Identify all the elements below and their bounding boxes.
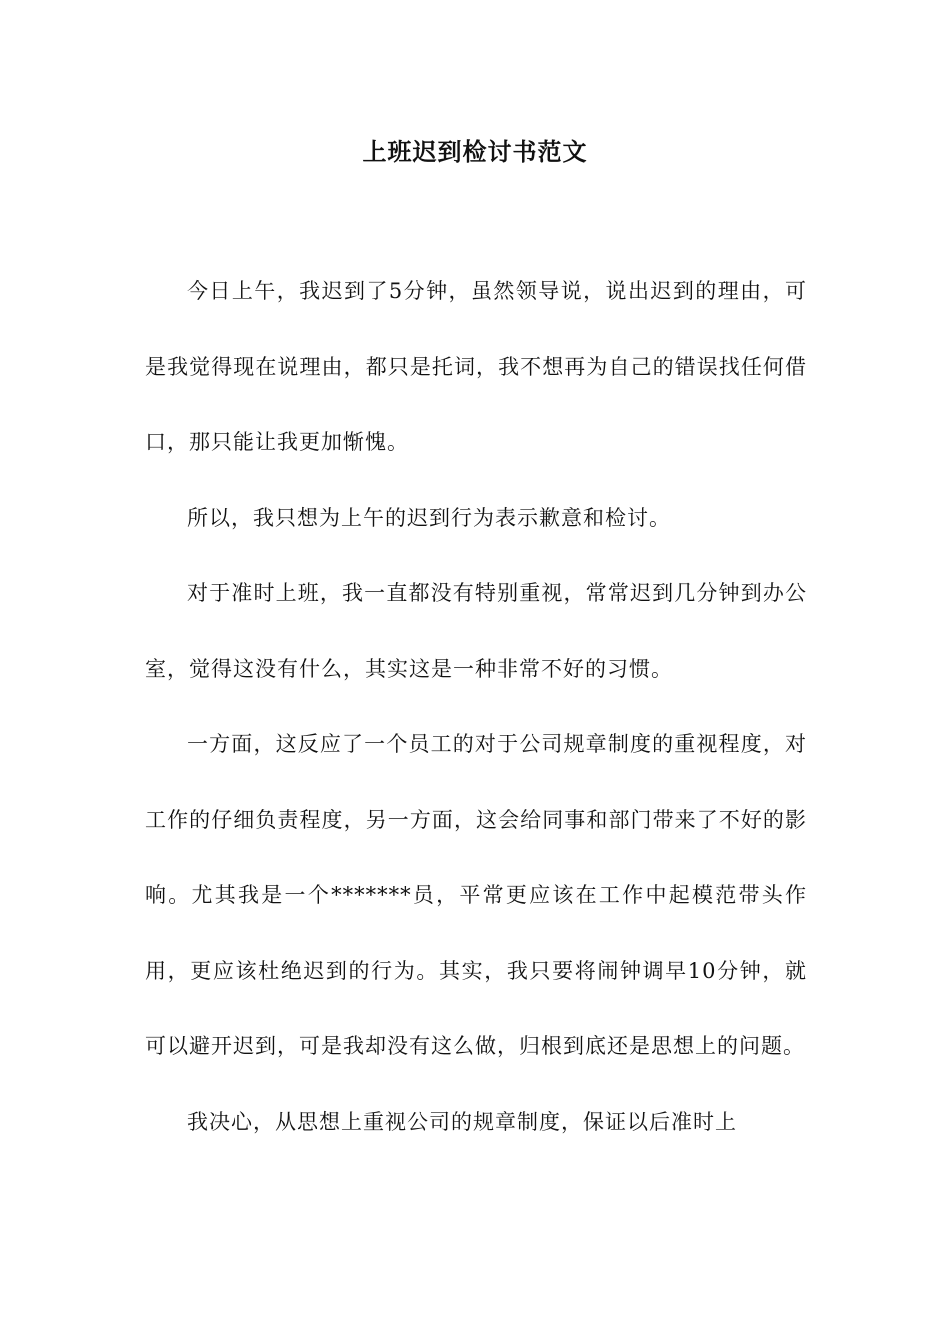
paragraph-1: 今日上午，我迟到了5分钟，虽然领导说，说出迟到的理由，可是我觉得现在说理由，都只是托词，我不想再为自己的错误找任何借口，那只能让我更加惭愧。 [145, 279, 807, 454]
paragraph-4: 一方面，这反应了一个员工的对于公司规章制度的重视程度，对工作的仔细负责程度，另一方面，这会给同事和部门带来了不好的影响。尤其我是一个*******员，平常更应该在工作中起模范带头作用，更应该杜绝迟到的行为。其实，我只要将闹钟调早10分钟，就可以避开迟到，可是我却没有这么做，归根到底还是思想上的问题。 [145, 732, 807, 1058]
paragraph-3: 对于准时上班，我一直都没有特别重视，常常迟到几分钟到办公室，觉得这没有什么，其实这是一种非常不好的习惯。 [145, 581, 807, 681]
paragraph-5: 我决心，从思想上重视公司的规章制度，保证以后准时上 [187, 1109, 737, 1134]
paragraph-2: 所以，我只想为上午的迟到行为表示歉意和检讨。 [187, 505, 671, 530]
document-body [145, 254, 807, 1160]
document-title: 上班迟到检讨书范文 [362, 137, 588, 166]
